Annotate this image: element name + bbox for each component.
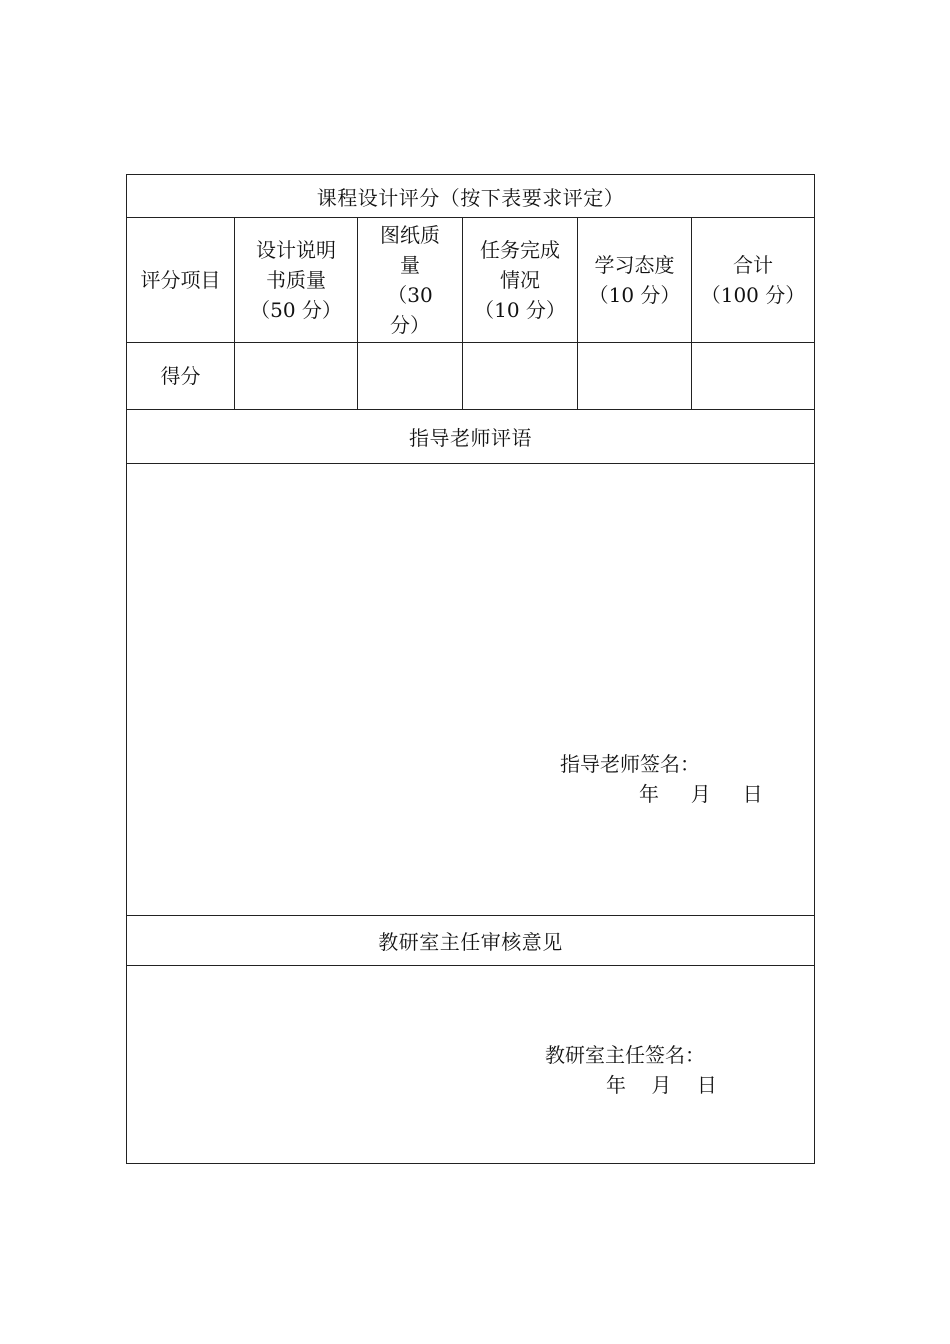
header-item-label: 评分项目: [140, 268, 221, 292]
director-date-line: 年 月 日: [606, 1073, 717, 1097]
score-total-field[interactable]: [692, 343, 814, 409]
director-signature-label: 教研室主任签名：: [545, 1043, 705, 1067]
form-title-row: [127, 175, 814, 218]
header-task-completion-cell: [463, 218, 578, 342]
criteria-header-row: [127, 218, 814, 343]
header-drawing-quality-cell: [358, 218, 463, 342]
score-label-cell: [127, 343, 235, 409]
course-design-grading-form: [126, 174, 815, 1164]
header-report-quality-line: 设计说明: [256, 238, 336, 262]
header-drawing-quality-line: 图纸质: [380, 223, 440, 247]
header-drawing-quality-line: （30: [387, 283, 433, 307]
header-drawing-quality-line: 量: [400, 253, 420, 277]
advisor-comments-heading: 指导老师评语: [409, 426, 532, 450]
header-task-completion-line: （10 分）: [474, 298, 566, 322]
header-study-attitude-line: 学习态度: [594, 253, 675, 277]
score-drawing-quality-field[interactable]: [358, 343, 463, 409]
header-study-attitude-line: （10 分）: [588, 283, 681, 307]
score-study-attitude-field[interactable]: [578, 343, 692, 409]
score-report-quality-field[interactable]: [235, 343, 358, 409]
advisor-comments-heading-row: [127, 410, 814, 464]
score-row: [127, 343, 814, 410]
header-total-line: （100 分）: [700, 283, 806, 307]
form-title: 课程设计评分（按下表要求评定）: [316, 185, 625, 210]
director-opinion-area[interactable]: [127, 966, 814, 1163]
header-task-completion-line: 任务完成: [480, 238, 560, 262]
header-item-label-cell: [127, 218, 235, 342]
advisor-comments-area[interactable]: [127, 464, 814, 916]
header-total-cell: [692, 218, 814, 342]
header-total-line: 合计: [733, 253, 773, 277]
score-task-completion-field[interactable]: [463, 343, 578, 409]
header-task-completion-line: 情况: [500, 268, 540, 292]
header-report-quality-line: 书质量: [266, 268, 326, 292]
director-opinion-heading: 教研室主任审核意见: [378, 930, 563, 954]
score-label: 得分: [160, 364, 201, 388]
director-opinion-heading-row: [127, 916, 814, 966]
header-report-quality-cell: [235, 218, 358, 342]
advisor-signature-label: 指导老师签名：: [560, 752, 700, 776]
advisor-date-line: 年 月 日: [639, 782, 763, 806]
header-drawing-quality-line: 分）: [390, 313, 430, 337]
header-study-attitude-cell: [578, 218, 692, 342]
header-report-quality-line: （50 分）: [250, 298, 342, 322]
